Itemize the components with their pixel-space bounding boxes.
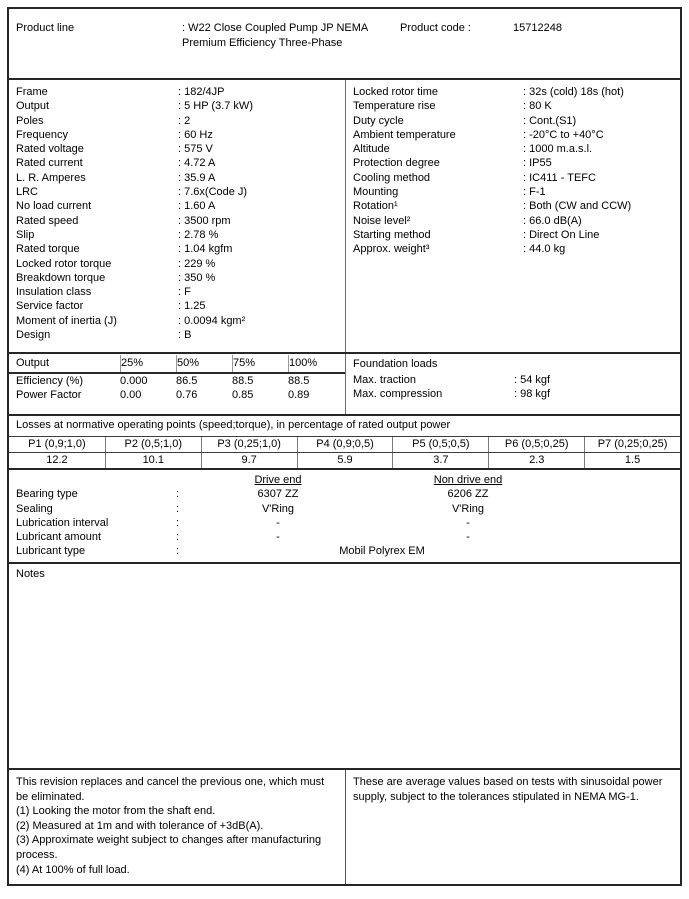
footer-section — [9, 768, 680, 884]
spec-label: Frequency — [16, 128, 68, 141]
table-row — [16, 544, 680, 558]
spec-row — [16, 171, 345, 185]
spec-label: Output — [16, 100, 50, 113]
footer-note: (4) At 100% of full load. — [16, 863, 130, 876]
table-row — [16, 516, 680, 530]
spec-value: : 2.78 % — [178, 228, 219, 241]
spec-row — [353, 242, 680, 256]
spec-value: : IC411 - TEFC — [523, 171, 596, 184]
output-table — [9, 354, 345, 414]
spec-value: : F — [178, 286, 191, 299]
spec-row — [16, 314, 345, 328]
spec-label: Locked rotor torque — [16, 257, 112, 270]
colon: : — [176, 545, 180, 558]
notes-title: Notes — [16, 568, 45, 580]
cell: - — [276, 531, 280, 544]
spec-row — [353, 156, 680, 170]
spec-label: Insulation class — [16, 286, 92, 299]
spec-row — [353, 85, 680, 99]
losses-header-cell: P1 (0,9;1,0) — [28, 438, 86, 450]
spec-value: : 1.25 — [178, 300, 206, 313]
spec-value: : B — [178, 329, 192, 342]
table-row — [353, 373, 680, 387]
spec-row — [16, 199, 345, 213]
spec-row — [16, 328, 345, 342]
output-header-cell: 50% — [176, 355, 232, 372]
footer-note: (3) Approximate weight subject to changes after manufacturing process. — [16, 834, 322, 861]
spec-row — [353, 142, 680, 156]
spec-row — [353, 171, 680, 185]
losses-section — [9, 414, 680, 468]
cell: 0.76 — [176, 389, 198, 402]
spec-label: Cooling method — [353, 171, 431, 184]
cell: Mobil Polyrex EM — [339, 545, 425, 558]
cell: : 98 kgf — [514, 388, 551, 401]
product-line-value: : W22 Close Coupled Pump JP NEMA Premium Efficiency Three-Phase — [182, 22, 368, 49]
cell: - — [466, 516, 470, 529]
colon: : — [176, 488, 180, 501]
spec-value: : 1.60 A — [178, 200, 216, 213]
spec-row — [353, 228, 680, 242]
losses-value-cell: 10.1 — [105, 453, 201, 468]
spec-row — [353, 214, 680, 228]
spec-row — [16, 285, 345, 299]
spec-label: No load current — [16, 200, 92, 213]
foundation-loads — [345, 354, 680, 414]
spec-row — [16, 185, 345, 199]
cell: 0.85 — [232, 389, 254, 402]
spec-value: : 66.0 dB(A) — [523, 214, 582, 227]
losses-header-cell: P5 (0,5;0,5) — [392, 437, 488, 452]
output-header-cell: 25% — [120, 355, 176, 372]
datasheet-page — [7, 7, 682, 886]
spec-column-left — [9, 80, 345, 352]
spec-label: Starting method — [353, 228, 431, 241]
spec-value: : 60 Hz — [178, 128, 213, 141]
losses-value-cell: 1.5 — [584, 453, 680, 468]
spec-row — [16, 271, 345, 285]
row-label: Bearing type — [16, 488, 78, 501]
foundation-loads-title: Foundation loads — [353, 358, 438, 370]
row-label: Power Factor — [16, 389, 82, 402]
output-header-cell: 75% — [232, 355, 288, 372]
specifications-section — [9, 78, 680, 352]
losses-value-row — [9, 453, 680, 468]
footer-note: (1) Looking the motor from the shaft end. — [16, 805, 216, 818]
table-row — [353, 387, 680, 401]
losses-value-cell: 12.2 — [46, 454, 68, 466]
spec-row — [16, 142, 345, 156]
spec-row — [16, 128, 345, 142]
spec-value: : 182/4JP — [178, 86, 225, 98]
spec-label: Rated current — [16, 157, 83, 170]
spec-row — [16, 242, 345, 256]
cell: - — [276, 516, 280, 529]
spec-value: : 575 V — [178, 143, 213, 156]
spec-label: Ambient temperature — [353, 128, 456, 141]
spec-column-right — [345, 80, 680, 352]
spec-label: LRC — [16, 186, 39, 199]
losses-header-cell: P3 (0,25;1,0) — [201, 437, 297, 452]
cell: 0.89 — [288, 389, 310, 402]
spec-row — [353, 99, 680, 113]
cell: 6307 ZZ — [257, 488, 299, 501]
spec-value: : Direct On Line — [523, 228, 600, 241]
spec-row — [353, 185, 680, 199]
spec-row — [16, 85, 345, 99]
product-code-label: Product code : — [400, 22, 471, 34]
table-row — [16, 487, 680, 501]
spec-label: Design — [16, 329, 51, 342]
spec-label: Altitude — [353, 143, 390, 156]
cell: V'Ring — [261, 502, 295, 515]
bearing-header-row — [16, 473, 680, 487]
spec-label: Mounting — [353, 186, 399, 199]
cell: 88.5 — [288, 375, 310, 387]
spec-value: : 80 K — [523, 100, 552, 113]
losses-value-cell: 3.7 — [392, 453, 488, 468]
spec-row — [353, 128, 680, 142]
losses-value-cell: 9.7 — [201, 453, 297, 468]
cell: 6206 ZZ — [447, 488, 489, 501]
spec-label: Duty cycle — [353, 114, 404, 127]
table-row — [16, 530, 680, 544]
spec-row — [16, 114, 345, 128]
spec-label: Moment of inertia (J) — [16, 314, 117, 327]
spec-label: Temperature rise — [353, 100, 436, 113]
spec-value: : 229 % — [178, 257, 216, 270]
spec-value: : 5 HP (3.7 kW) — [178, 100, 253, 113]
footer-left — [9, 770, 345, 884]
spec-row — [16, 299, 345, 313]
spec-value: : 32s (cold) 18s (hot) — [523, 86, 624, 98]
product-header-section — [9, 9, 680, 78]
cell: : 54 kgf — [514, 374, 551, 386]
product-line-label: Product line — [16, 22, 75, 34]
spec-label: Service factor — [16, 300, 84, 313]
bearing-section — [9, 468, 680, 562]
spec-value: : IP55 — [523, 157, 552, 170]
cell: 88.5 — [232, 375, 254, 387]
spec-row — [16, 99, 345, 113]
spec-value: : Cont.(S1) — [523, 114, 577, 127]
spec-row — [16, 257, 345, 271]
cell: V'Ring — [451, 502, 485, 515]
row-label: Efficiency (%) — [16, 375, 84, 387]
spec-value: : Both (CW and CCW) — [523, 200, 632, 213]
non-drive-end-header: Non drive end — [433, 474, 503, 486]
colon: : — [176, 516, 180, 529]
row-label: Lubricant amount — [16, 531, 101, 544]
spec-label: Rated speed — [16, 214, 79, 227]
spec-value: : 35.9 A — [178, 171, 216, 184]
spec-value: : F-1 — [523, 186, 546, 199]
spec-label: Poles — [16, 114, 44, 127]
spec-label: Rotation¹ — [353, 200, 398, 213]
spec-row — [353, 114, 680, 128]
output-header-cell: Output — [16, 357, 50, 369]
row-label: Lubrication interval — [16, 516, 109, 529]
spec-row — [16, 156, 345, 170]
cell: 86.5 — [176, 375, 198, 387]
table-row — [9, 374, 345, 388]
row-label: Sealing — [16, 502, 53, 515]
notes-section — [9, 562, 680, 768]
spec-value: : 1.04 kgfm — [178, 243, 233, 256]
footer-right: These are average values based on tests with sinusoidal power supply, subject to the tolerances stipulated in NEMA MG-1. — [345, 770, 680, 884]
losses-title: Losses at normative operating points (speed;torque), in percentage of rated output power — [9, 416, 680, 437]
losses-header-cell: P6 (0,5;0,25) — [488, 437, 584, 452]
losses-value-cell: 2.3 — [488, 453, 584, 468]
spec-label: Noise level² — [353, 214, 411, 227]
footer-note: This revision replaces and cancel the previous one, which must be eliminated. — [16, 776, 325, 803]
footer-note: (2) Measured at 1m and with tolerance of +3dB(A). — [16, 819, 264, 832]
row-label: Max. traction — [353, 374, 416, 386]
product-code-value: 15712248 — [513, 22, 562, 34]
table-row — [16, 502, 680, 516]
output-header-cell: 100% — [288, 355, 344, 372]
spec-value: : 44.0 kg — [523, 243, 566, 256]
spec-value: : 350 % — [178, 271, 216, 284]
drive-end-header: Drive end — [254, 474, 302, 486]
row-label: Lubricant type — [16, 545, 86, 558]
output-table-header — [9, 355, 345, 374]
spec-label: Locked rotor time — [353, 86, 438, 98]
colon: : — [176, 502, 180, 515]
row-label: Max. compression — [353, 388, 443, 401]
spec-label: Protection degree — [353, 157, 440, 170]
spec-value: : 2 — [178, 114, 191, 127]
colon: : — [176, 531, 180, 544]
spec-value: : 7.6x(Code J) — [178, 186, 248, 199]
spec-label: Frame — [16, 86, 48, 98]
spec-label: Breakdown torque — [16, 271, 106, 284]
cell: 0.000 — [120, 375, 148, 387]
losses-header-cell: P2 (0,5;1,0) — [105, 437, 201, 452]
spec-row — [16, 214, 345, 228]
spec-value: : 0.0094 kgm² — [178, 314, 246, 327]
spec-value: : 4.72 A — [178, 157, 216, 170]
table-row — [9, 388, 345, 402]
spec-row — [353, 199, 680, 213]
losses-header-cell: P7 (0,25;0,25) — [584, 437, 680, 452]
cell: - — [466, 531, 470, 544]
spec-label: Slip — [16, 228, 35, 241]
spec-value: : 1000 m.a.s.l. — [523, 143, 593, 156]
spec-value: : -20°C to +40°C — [523, 128, 604, 141]
cell: 0.00 — [120, 389, 142, 402]
spec-label: L. R. Amperes — [16, 171, 86, 184]
spec-value: : 3500 rpm — [178, 214, 231, 227]
spec-label: Rated voltage — [16, 143, 84, 156]
losses-header-row — [9, 437, 680, 453]
spec-label: Approx. weight³ — [353, 243, 430, 256]
losses-value-cell: 5.9 — [297, 453, 393, 468]
output-foundation-section — [9, 352, 680, 414]
spec-row — [16, 228, 345, 242]
spec-label: Rated torque — [16, 243, 80, 256]
losses-header-cell: P4 (0,9;0,5) — [297, 437, 393, 452]
